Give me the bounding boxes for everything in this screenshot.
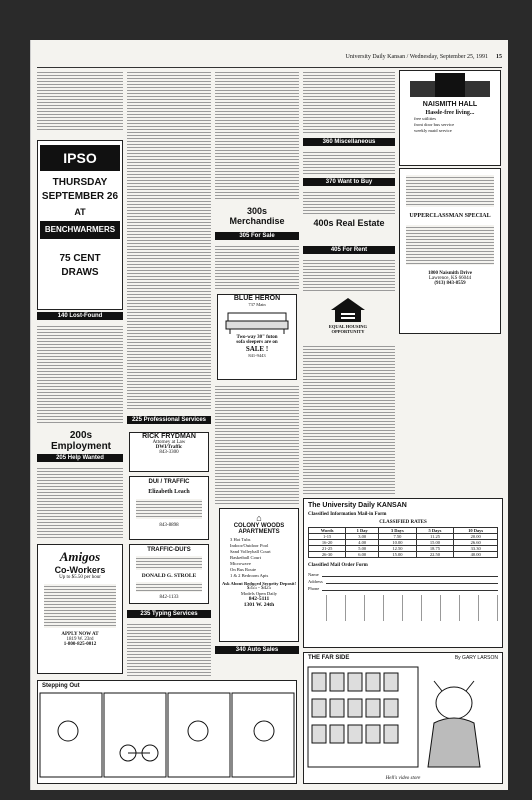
dui-phone: 843-8898 (159, 523, 179, 528)
page-number: 15 (496, 53, 502, 60)
rate-cell: 20.00 (454, 534, 498, 540)
colony-feature: 1 & 2 Bedroom Apts (230, 573, 269, 578)
phone-field[interactable] (304, 585, 502, 592)
column-4-mid-text (303, 344, 395, 494)
stepping-out-comic (37, 680, 297, 784)
futon-line1: Two-way 30" futon (236, 335, 278, 340)
colony-hours: Models Open Daily (240, 591, 278, 596)
amigos-address: 1819 W. 23rd (66, 637, 94, 642)
section-help-wanted: 205 Help Wanted (37, 454, 123, 462)
traffic-name: DONALD G. STROLE (141, 573, 197, 579)
section-lost-found: 140 Lost-Found (37, 312, 123, 320)
colony-woods-ad (219, 508, 299, 642)
ipso-price: 75 CENT (59, 253, 101, 264)
lawyer-role: Attorney at Law (152, 440, 186, 445)
column-3-mid-text (215, 384, 299, 504)
rates-header: 1 Day (346, 528, 379, 534)
rate-cell: 15.00 (416, 540, 454, 546)
for-sale-text (215, 244, 299, 290)
traffic-phone: 842-1133 (159, 595, 179, 600)
equal-housing-text: EQUAL HOUSING OPPORTUNITY (328, 324, 368, 334)
rate-cell: 3.00 (346, 534, 379, 540)
naismith-name: NAISMITH HALL (422, 101, 478, 108)
help-wanted-text (37, 466, 123, 540)
kansan-paper: The University Daily KANSAN (308, 502, 407, 509)
lost-found-text (37, 324, 123, 424)
section-miscellaneous: 360 Miscellaneous (303, 138, 395, 146)
section-employment: 200s Employment (51, 430, 111, 452)
newspaper-page (30, 40, 508, 790)
rate-cell: 33.30 (454, 546, 498, 552)
ipso-facto-ad (37, 140, 123, 310)
naismith-special: UPPERCLASSMAN SPECIAL (409, 213, 491, 219)
ipso-venue: BENCHWARMERS (40, 221, 120, 239)
lawyer-spec: DWI/Traffic (155, 445, 183, 450)
rate-cell: 16-20 (309, 540, 346, 546)
phone-label: Phone (308, 586, 320, 591)
colony-feature: Basketball Court (230, 555, 262, 560)
far-side-comic (303, 652, 503, 784)
address-label: Address (308, 579, 323, 584)
strole-ad (129, 544, 209, 604)
kansan-rates-title: CLASSIFIED RATES (379, 520, 427, 525)
naismith-item: weekly maid service (414, 128, 452, 133)
amigos-wage: Up to $5.50 per hour (59, 575, 101, 580)
futon-title: BLUE HERON (233, 295, 281, 302)
typing-text (127, 622, 211, 676)
amigos-logo: Amigos (59, 549, 101, 564)
kansan-form-title: Classified Information Mail-in Form (308, 512, 387, 517)
colony-name: COLONY WOODS APARTMENTS (233, 523, 285, 535)
colony-price: $355 - $425 (246, 586, 272, 591)
column-2-text (127, 70, 211, 410)
naismith-special-ad (399, 168, 501, 334)
name-field[interactable] (304, 571, 502, 578)
ipso-facto-title: IPSO (40, 145, 120, 171)
order-form-title: Classified Mail Order Form (308, 563, 368, 568)
page-header (37, 46, 502, 68)
colony-logo-icon: ⌂ (256, 513, 262, 523)
colony-feature: Indoor/Outdoor Pool (230, 543, 269, 548)
rate-cell: 1-15 (309, 534, 346, 540)
comic-left-title: Stepping Out (42, 683, 80, 689)
name-label: Name (308, 572, 319, 577)
rate-cell: 11.25 (416, 534, 454, 540)
ipso-date: SEPTEMBER 26 (41, 191, 119, 202)
rate-cell: 21-25 (309, 546, 346, 552)
rate-cell: 26-30 (309, 552, 346, 558)
section-auto-sales: 340 Auto Sales (215, 646, 299, 654)
futon-phone: 841-9443 (248, 353, 266, 358)
futon-sofa-icon (218, 307, 296, 335)
colony-feature: Sand Volleyball Court (230, 549, 271, 554)
kansan-form (303, 498, 503, 648)
amigos-ad (37, 544, 123, 674)
ipso-draws: DRAWS (61, 267, 99, 278)
farside-author: By GARY LARSON (454, 655, 498, 661)
section-real-estate: 400s Real Estate (313, 218, 385, 228)
colony-feature: 3 Hot Tubs (230, 537, 251, 542)
farside-title: THE FAR SIDE (308, 655, 350, 661)
naismith-items (400, 116, 500, 134)
rate-cell: 6.00 (346, 552, 379, 558)
rates-header: 3 Days (379, 528, 417, 534)
amigos-title: Co-Workers (54, 565, 106, 575)
futon-line2: sofa sleepers are on (236, 340, 278, 345)
misc-text (303, 150, 395, 174)
comic-left-panels (38, 691, 296, 781)
naismith-phone: (913) 843-8559 (434, 281, 466, 286)
lawyer-phone: 843-3300 (159, 450, 179, 455)
naismith-ad (399, 70, 501, 166)
naismith-address: 1800 Naismith Drive (428, 271, 472, 276)
futon-address: 737 Main (248, 302, 266, 307)
naismith-item: free utilities (414, 116, 437, 121)
section-merchandise: 300s Merchandise (229, 206, 285, 226)
colony-feature: Microwave (230, 561, 251, 566)
rate-cell: 7.50 (379, 534, 417, 540)
colony-phone: 842-5111 (248, 596, 270, 602)
dui-name: Elizabeth Leach (148, 489, 190, 495)
ipso-at: AT (74, 207, 86, 217)
section-for-sale: 305 For Sale (215, 232, 299, 240)
rates-header: Words (309, 528, 346, 534)
lawyer-name: RICK FRYDMAN (142, 433, 196, 440)
rate-cell: 12.50 (379, 546, 417, 552)
blue-heron-ad (217, 294, 297, 380)
rate-cell: 26.60 (454, 540, 498, 546)
naismith-building-icon (400, 71, 500, 101)
rate-cell: 10.00 (379, 540, 417, 546)
traffic-title: TRAFFIC-DUI'S (147, 547, 191, 553)
rate-cell: 5.00 (346, 546, 379, 552)
amigos-apply: APPLY NOW AT (61, 632, 99, 637)
colony-feature: On Bus Route (230, 567, 257, 572)
dui-title: DUI / TRAFFIC (148, 479, 190, 485)
rate-cell: 40.00 (454, 552, 498, 558)
for-rent-text (303, 258, 395, 292)
column-1-top-text (37, 70, 123, 130)
amigos-phone: 1-800-825-0012 (63, 642, 97, 647)
ad-copy-grid[interactable] (308, 595, 498, 621)
naismith-city: Lawrence, KS 66044 (428, 276, 472, 281)
column-3-top-text (215, 70, 299, 200)
rates-header: 5 Days (416, 528, 454, 534)
farside-caption: Hell's video store (385, 776, 421, 781)
rate-cell: 22.50 (416, 552, 454, 558)
colony-cta: Ask About Reduced Security Deposit! (221, 581, 296, 586)
table-row (309, 552, 498, 558)
frydman-ad (129, 432, 209, 472)
column-4-top-text (303, 70, 395, 134)
section-want-to-buy: 370 Want to Buy (303, 178, 395, 186)
rates-header: 10 Days (454, 528, 498, 534)
section-for-rent: 405 For Rent (303, 246, 395, 254)
paper-dateline: University Daily Kansan / Wednesday, September 25, 1991 (345, 53, 488, 60)
equal-housing-logo (313, 296, 383, 340)
farside-video-store-illustration (304, 663, 502, 771)
rate-cell: 18.75 (416, 546, 454, 552)
ipso-day: THURSDAY (52, 177, 108, 188)
rate-cell: 15.00 (379, 552, 417, 558)
colony-address: 1301 W. 24th (243, 602, 275, 608)
address-field[interactable] (304, 578, 502, 585)
dui-traffic-ad (129, 476, 209, 540)
rate-cell: 4.00 (346, 540, 379, 546)
futon-sale: SALE ! (245, 345, 269, 353)
section-typing: 235 Typing Services (127, 610, 211, 618)
naismith-item: front door bus service (414, 122, 455, 127)
rates-table (308, 527, 498, 558)
naismith-slogan: Hassle-free living... (425, 110, 475, 116)
section-professional-services: 225 Professional Services (127, 416, 211, 424)
house-icon (313, 296, 383, 324)
want-text (303, 190, 395, 214)
colony-features (220, 537, 298, 579)
